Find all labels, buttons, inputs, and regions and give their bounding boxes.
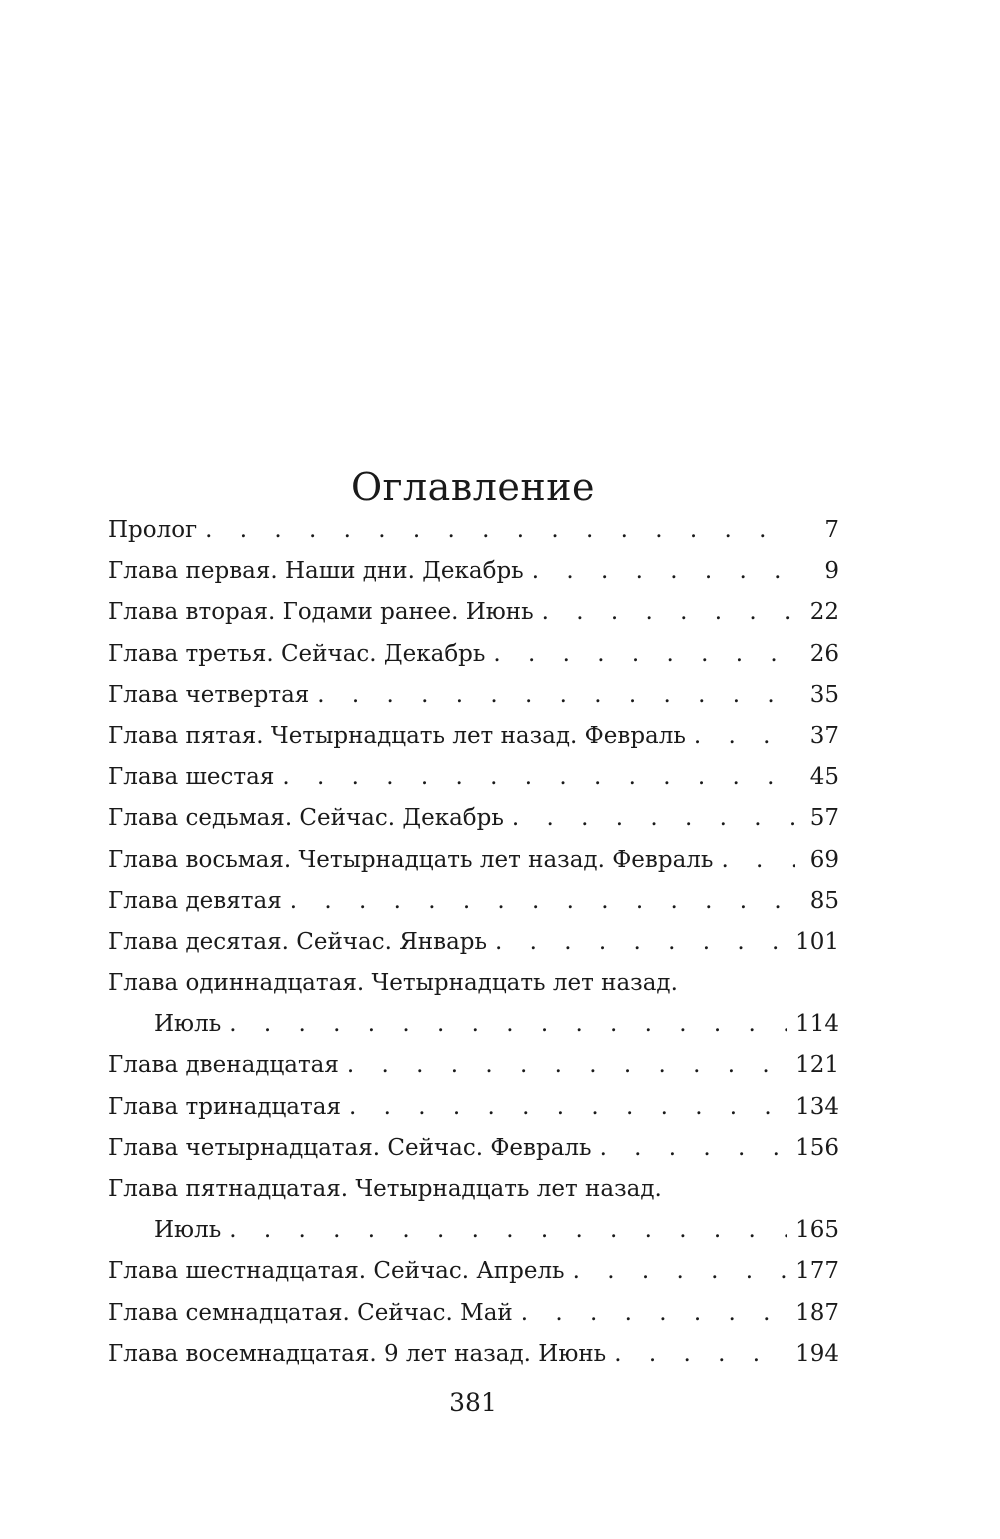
dot-leader [221,1004,787,1045]
toc-entry [108,716,839,757]
toc-entry-page: 26 [809,640,839,667]
toc-entry-continuation: Июль [154,1217,222,1244]
toc-entry-label: Глава девятая [108,887,282,914]
dot-leader [504,798,795,839]
toc-entry-label: Глава пятая. Четырнадцать лет назад. Февраль [108,722,686,749]
toc-entry-page: 69 [809,846,839,873]
toc-entry-label: Глава восемнадцатая. 9 лет назад. Июнь [108,1340,607,1367]
dot-leader [309,675,795,716]
toc-entry-label: Глава десятая. Сейчас. Январь [108,928,488,955]
toc-entry-page: 7 [824,517,839,543]
toc-entry-page: 9 [824,558,839,585]
toc-entry-page: 35 [809,681,839,708]
toc-entry-page: 156 [795,1134,839,1161]
toc-entry [108,1128,839,1169]
toc-entry-page: 22 [809,599,839,626]
toc-entry [108,551,839,592]
toc-entry-label: Глава вторая. Годами ранее. Июнь [108,599,534,626]
toc-entry [108,675,839,716]
dot-leader [534,592,795,633]
toc-entry [108,757,839,798]
toc-entry [108,922,839,963]
toc-entry-continuation: Июль [154,1011,222,1038]
toc-entry [108,798,839,839]
toc-entry [108,634,839,675]
dot-leader [513,1293,787,1334]
toc-entry [108,1334,839,1375]
toc-entry-page: 45 [809,764,839,791]
toc-entry [108,510,839,551]
toc-entry-page: 57 [809,805,839,832]
dot-leader [341,1087,787,1128]
toc-entry-page: 194 [795,1340,839,1367]
toc-entry [108,881,839,922]
table-of-contents [108,510,839,1375]
toc-entry-label: Глава шестая [108,764,275,791]
dot-leader [274,757,795,798]
toc-entry-page: 177 [795,1258,839,1285]
dot-leader [592,1128,788,1169]
toc-entry-label: Глава первая. Наши дни. Декабрь [108,558,524,585]
toc-entry-label: Глава пятнадцатая. Четырнадцать лет назад. [108,1176,662,1203]
toc-entry [108,592,839,633]
page-title: Оглавление [350,465,596,510]
toc-entry-label: Пролог [108,517,198,543]
toc-entry-page: 101 [795,928,839,955]
toc-entry-page: 187 [795,1299,839,1326]
toc-entry [108,1169,839,1251]
dot-leader [713,840,795,881]
toc-entry-label: Глава седьмая. Сейчас. Декабрь [108,805,504,832]
dot-leader [339,1045,787,1086]
toc-entry-page: 85 [809,887,839,914]
toc-entry-label: Глава семнадцатая. Сейчас. Май [108,1299,513,1326]
toc-entry [108,963,839,1045]
toc-entry-label: Глава четырнадцатая. Сейчас. Февраль [108,1134,592,1161]
toc-entry-page: 37 [809,722,839,749]
dot-leader [485,634,795,675]
toc-entry [108,1087,839,1128]
toc-entry-page: 114 [795,1011,839,1038]
dot-leader [606,1334,787,1375]
page-number: 381 [449,1388,497,1417]
dot-leader [524,551,795,592]
dot-leader [686,716,795,757]
toc-entry-page: 121 [795,1052,839,1079]
toc-entry-label: Глава одиннадцатая. Четырнадцать лет назад. [108,970,678,997]
toc-entry-page: 134 [795,1093,839,1120]
dot-leader [565,1251,788,1292]
toc-entry-label: Глава четвертая [108,681,310,708]
toc-entry-label: Глава шестнадцатая. Сейчас. Апрель [108,1258,565,1285]
dot-leader [487,922,787,963]
dot-leader [197,510,795,551]
dot-leader [282,881,795,922]
toc-entry [108,840,839,881]
toc-entry-label: Глава тринадцатая [108,1093,341,1120]
toc-entry-label: Глава восьмая. Четырнадцать лет назад. Февраль [108,846,714,873]
toc-entry-label: Глава третья. Сейчас. Декабрь [108,640,486,667]
toc-entry [108,1045,839,1086]
toc-entry [108,1251,839,1292]
toc-entry [108,1293,839,1334]
dot-leader [221,1210,787,1251]
toc-entry-page: 165 [795,1217,839,1244]
toc-entry-label: Глава двенадцатая [108,1052,339,1079]
